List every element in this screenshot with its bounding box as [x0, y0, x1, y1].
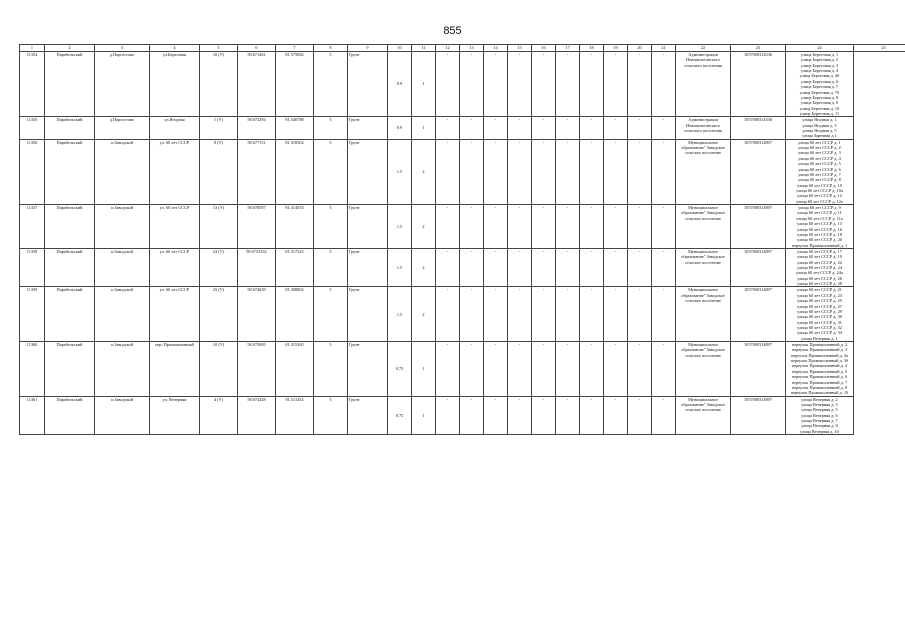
address-line: улица Ягодная д. 3: [802, 122, 837, 128]
locality-cell: д.Паргостово: [95, 52, 150, 117]
column-header: 24: [786, 45, 854, 52]
house-cell: 13 (У): [200, 205, 238, 249]
column-8-cell: 5: [314, 139, 348, 204]
address-line: переулок Промышленный д. 3а: [790, 352, 849, 358]
record-number-cell: 11361: [20, 396, 45, 435]
column-header: 9: [348, 45, 388, 52]
empty-value-cell: -: [604, 287, 628, 342]
address-line: улица Береговая д. 7: [800, 84, 839, 90]
page-number: 855: [443, 25, 462, 37]
house-cell: 24 (У): [200, 248, 238, 287]
column-header: 5: [200, 45, 238, 52]
table-row: [20, 205, 905, 249]
ogrn-cell: 1057000314897: [731, 139, 786, 204]
street-cell: ул. 60 лет СССР: [150, 248, 200, 287]
empty-value-cell: -: [484, 205, 508, 249]
column-11-cell: 0.9: [388, 52, 412, 117]
empty-value-cell: -: [484, 342, 508, 397]
address-line: переулок Промышленный д. 4: [791, 363, 848, 369]
house-cell: 8 (У): [200, 139, 238, 204]
empty-value-cell: -: [532, 205, 556, 249]
address-line: улица Береговая д. 6: [800, 78, 839, 84]
address-line: переулок Промышленный д. 8: [791, 384, 848, 390]
address-line: улица Заречная д.1: [802, 133, 837, 139]
table-row: [20, 248, 905, 287]
empty-value-cell: -: [652, 342, 676, 397]
address-line: улица 60 лет СССР д. 23: [797, 292, 842, 298]
empty-value-cell: -: [652, 396, 676, 435]
record-number-cell: 11360: [20, 342, 45, 397]
district-cell: Парабельский: [45, 139, 95, 204]
address-line: улица Ягодная д. 5: [802, 128, 837, 134]
empty-value-cell: -: [484, 287, 508, 342]
empty-value-cell: -: [460, 117, 484, 139]
address-line: переулок Промышленный д. 5: [791, 368, 848, 374]
column-11-cell: 1.5: [388, 205, 412, 249]
address-line: улица 60 лет СССР д. 12: [797, 193, 842, 199]
column-header: 6: [238, 45, 276, 52]
district-cell: Парабельский: [45, 205, 95, 249]
empty-value-cell: -: [532, 139, 556, 204]
table-row: [20, 52, 905, 117]
empty-value-cell: -: [436, 52, 460, 117]
address-line: улица 60 лет СССР д. 7: [798, 171, 841, 177]
address-line: улица Ягодная д. 1: [802, 117, 837, 123]
column-header: 16: [532, 45, 556, 52]
street-cell: пер. Промышленный: [150, 342, 200, 397]
empty-value-cell: -: [628, 52, 652, 117]
empty-value-cell: -: [652, 287, 676, 342]
empty-value-cell: -: [460, 287, 484, 342]
address-line: улица 60 лет СССР д. 18: [797, 231, 842, 237]
address-line: улица Береговая д. 11: [799, 110, 840, 116]
column-12-cell: 2: [412, 248, 436, 287]
empty-value-cell: -: [604, 139, 628, 204]
address-line: улица Вечерняя д. 10: [800, 428, 839, 434]
district-cell: Парабельский: [45, 396, 95, 435]
empty-value-cell: -: [436, 287, 460, 342]
street-cell: ул. 60 лет СССР: [150, 205, 200, 249]
empty-value-cell: -: [556, 52, 580, 117]
empty-value-cell: -: [628, 117, 652, 139]
column-8-cell: 5: [314, 52, 348, 117]
addresses-cell: [786, 139, 854, 204]
empty-value-cell: -: [604, 205, 628, 249]
empty-value-cell: -: [556, 396, 580, 435]
column-header: 4: [150, 45, 200, 52]
address-line: улица 60 лет СССР д. 19: [797, 254, 842, 260]
surface-cell: Грунт: [348, 139, 388, 204]
column-header: 15: [508, 45, 532, 52]
empty-value-cell: -: [436, 396, 460, 435]
locality-cell: п.Заводской: [95, 139, 150, 204]
district-cell: Парабельский: [45, 248, 95, 287]
latitude-cell: 58.673294: [238, 117, 276, 139]
address-line: улица Береговая д. 10: [799, 105, 840, 111]
street-cell: ул. 60 лет СССР: [150, 287, 200, 342]
empty-value-cell: -: [484, 396, 508, 435]
empty-value-cell: -: [508, 396, 532, 435]
address-line: улица 60 лет СССР д. 8: [798, 177, 841, 183]
address-line: улица 60 лет СССР д. 16: [797, 226, 842, 232]
address-line: улица 60 лет СССР д. 1: [798, 139, 841, 145]
district-cell: Парабельский: [45, 342, 95, 397]
empty-value-cell: -: [436, 342, 460, 397]
record-number-cell: 11354: [20, 52, 45, 117]
empty-value-cell: -: [628, 342, 652, 397]
registry-table: [19, 44, 905, 435]
locality-cell: п.Заводской: [95, 287, 150, 342]
column-header: 8: [314, 45, 348, 52]
address-line: улица 60 лет СССР д. 6: [798, 166, 841, 172]
empty-value-cell: -: [628, 248, 652, 287]
longitude-cell: 81.575082: [276, 52, 314, 117]
column-8-cell: 5: [314, 342, 348, 397]
address-line: улица Береговая д. 1: [800, 52, 839, 57]
address-line: улица 60 лет СССР д. 13: [797, 221, 842, 227]
empty-value-cell: -: [532, 248, 556, 287]
empty-value-cell: -: [604, 117, 628, 139]
empty-value-cell: -: [484, 248, 508, 287]
address-line: улица 60 лет СССР д. 3: [798, 150, 841, 156]
address-line: улица 60 лет СССР д. 21: [797, 287, 842, 293]
locality-cell: п.Заводской: [95, 205, 150, 249]
address-line: улица 60 лет СССР д. 17: [797, 248, 842, 254]
surface-cell: Грунт: [348, 248, 388, 287]
longitude-cell: 81.308802: [276, 287, 314, 342]
table-row: [20, 139, 905, 204]
column-8-cell: 5: [314, 205, 348, 249]
address-line: улица 60 лет СССР д. 9: [798, 205, 841, 211]
column-12-cell: 1: [412, 342, 436, 397]
empty-value-cell: -: [652, 117, 676, 139]
addresses-cell: [786, 396, 854, 435]
table-body: [20, 52, 905, 435]
address-line: улица 60 лет СССР д. 5: [798, 161, 841, 167]
address-line: улица Вечерняя д. 8: [801, 423, 838, 429]
addresses-cell: [786, 248, 854, 287]
empty-value-cell: -: [460, 139, 484, 204]
column-11-cell: 1.5: [388, 139, 412, 204]
latitude-cell: 58.677151: [238, 139, 276, 204]
address-line: улица 60 лет СССР д. 10: [797, 182, 842, 188]
column-header: 20: [628, 45, 652, 52]
address-line: переулок Промышленный д. 7: [791, 379, 848, 385]
address-line: улица 60 лет СССР д. 11а: [796, 215, 843, 221]
column-header: 2: [45, 45, 95, 52]
owner-cell: Муниципальное образование" Заводское сельское поселение: [676, 139, 731, 204]
address-line: улица 60 лет СССР д. 12а: [796, 198, 843, 204]
header-row: [20, 45, 905, 52]
address-line: улица 60 лет СССР д. 20: [797, 237, 842, 243]
record-number-cell: 11356: [20, 139, 45, 204]
column-12-cell: 1: [412, 52, 436, 117]
empty-value-cell: -: [460, 205, 484, 249]
empty-value-cell: -: [460, 396, 484, 435]
empty-value-cell: -: [556, 205, 580, 249]
surface-cell: Грунт: [348, 205, 388, 249]
address-line: улица Береговая д. 3: [800, 62, 839, 68]
locality-cell: п.Заводской: [95, 342, 150, 397]
address-line: переулок Промышленный д. 10: [790, 390, 849, 396]
locality-cell: д.Паргостово: [95, 117, 150, 139]
empty-value-cell: -: [532, 287, 556, 342]
ogrn-cell: 1057000314897: [731, 396, 786, 435]
record-number-cell: 11355: [20, 117, 45, 139]
record-number-cell: 11359: [20, 287, 45, 342]
locality-cell: п.Заводской: [95, 248, 150, 287]
address-line: переулок Промышленный д. 2: [791, 342, 848, 348]
empty-value-cell: -: [652, 139, 676, 204]
empty-value-cell: -: [628, 205, 652, 249]
empty-value-cell: -: [556, 342, 580, 397]
owner-cell: Муниципальное образование" Заводское сельское поселение: [676, 248, 731, 287]
address-line: улица Береговая д. 4б: [799, 73, 840, 79]
column-12-cell: 2: [412, 287, 436, 342]
address-line: улица Береговая д. 8: [800, 94, 839, 100]
empty-value-cell: -: [484, 52, 508, 117]
address-line: улица Вечерняя д. 5: [801, 407, 838, 413]
district-cell: Парабельский: [45, 287, 95, 342]
empty-value-cell: -: [652, 52, 676, 117]
longitude-cell: 81.317525: [276, 248, 314, 287]
ogrn-cell: 1057000314897: [731, 287, 786, 342]
column-8-cell: 5: [314, 396, 348, 435]
empty-value-cell: -: [556, 117, 580, 139]
address-line: улица Вечерняя д. 7: [801, 418, 838, 424]
surface-cell: Грунт: [348, 52, 388, 117]
latitude-cell: 58.674428: [238, 396, 276, 435]
surface-cell: Грунт: [348, 396, 388, 435]
table-row: [20, 342, 905, 397]
record-number-cell: 11358: [20, 248, 45, 287]
address-line: улица Береговая д. 9: [800, 100, 839, 106]
ogrn-cell: 1057000314897: [731, 248, 786, 287]
column-header: 19: [604, 45, 628, 52]
latitude-cell: 58.674639: [238, 287, 276, 342]
address-line: улица 60 лет СССР д. 30: [797, 314, 842, 320]
column-11-cell: 0.75: [388, 342, 412, 397]
column-12-cell: 1: [412, 396, 436, 435]
street-cell: ул. Вечерняя: [150, 396, 200, 435]
column-header: 13: [460, 45, 484, 52]
column-header: 7: [276, 45, 314, 52]
empty-value-cell: -: [580, 396, 604, 435]
empty-value-cell: -: [436, 248, 460, 287]
empty-value-cell: -: [460, 342, 484, 397]
addresses-cell: [786, 205, 854, 249]
address-line: переулок Промышленный д. 3б: [790, 358, 849, 364]
empty-value-cell: -: [532, 117, 556, 139]
column-header: 23: [731, 45, 786, 52]
empty-value-cell: -: [580, 287, 604, 342]
address-line: улица 60 лет СССР д. 26: [797, 275, 842, 281]
empty-value-cell: -: [436, 205, 460, 249]
empty-value-cell: -: [508, 205, 532, 249]
address-line: улица Вечерняя д. 2: [801, 396, 838, 402]
address-line: улица 60 лет СССР д. 34: [797, 330, 842, 336]
empty-value-cell: -: [484, 117, 508, 139]
column-8-cell: 5: [314, 287, 348, 342]
empty-value-cell: -: [604, 52, 628, 117]
column-header: 21: [652, 45, 676, 52]
address-line: улица Береговая д. 2: [800, 57, 839, 63]
empty-value-cell: -: [628, 287, 652, 342]
empty-value-cell: -: [532, 52, 556, 117]
addresses-cell: [786, 52, 854, 117]
surface-cell: Грунт: [348, 117, 388, 139]
address-line: улица 60 лет СССР д. 28: [797, 281, 842, 287]
address-line: улица 60 лет СССР д. 11: [797, 210, 842, 216]
house-cell: 25 (У): [200, 287, 238, 342]
column-header: 12: [436, 45, 460, 52]
empty-value-cell: -: [556, 248, 580, 287]
street-cell: ул.Береговая: [150, 52, 200, 117]
column-8-cell: 5: [314, 248, 348, 287]
street-cell: ул. 60 лет СССР: [150, 139, 200, 204]
latitude-cell: 58.678587: [238, 205, 276, 249]
column-header: 14: [484, 45, 508, 52]
ogrn-cell: 1057000314897: [731, 342, 786, 397]
surface-cell: Грунт: [348, 342, 388, 397]
ogrn-cell: 1057000314336: [731, 52, 786, 117]
owner-cell: Муниципальное образование" Заводское сельское поселение: [676, 342, 731, 397]
addresses-cell: [786, 117, 854, 139]
empty-value-cell: -: [436, 117, 460, 139]
address-line: переулок Промышленный д. 1: [791, 242, 848, 248]
address-line: улица Береговая д. 7б: [799, 89, 840, 95]
address-line: улица Вечерняя д. 6: [801, 412, 838, 418]
address-line: улица 60 лет СССР д. 27: [797, 303, 842, 309]
empty-value-cell: -: [604, 396, 628, 435]
empty-value-cell: -: [484, 139, 508, 204]
column-header: 17: [556, 45, 580, 52]
column-11-cell: 1.5: [388, 287, 412, 342]
house-cell: 10 (У): [200, 342, 238, 397]
empty-value-cell: -: [532, 342, 556, 397]
empty-value-cell: -: [652, 248, 676, 287]
surface-cell: Грунт: [348, 287, 388, 342]
owner-cell: Муниципальное образование" Заводское сельское поселение: [676, 287, 731, 342]
empty-value-cell: -: [604, 248, 628, 287]
column-12-cell: 1: [412, 117, 436, 139]
house-cell: 1 (У): [200, 117, 238, 139]
column-11-cell: 0.9: [388, 117, 412, 139]
column-header: 18: [580, 45, 604, 52]
address-line: улица 60 лет СССР д. 22: [797, 259, 842, 265]
empty-value-cell: -: [508, 52, 532, 117]
address-line: улица 60 лет СССР д. 25: [797, 298, 842, 304]
longitude-cell: 81.315365: [276, 342, 314, 397]
empty-value-cell: -: [580, 52, 604, 117]
empty-value-cell: -: [628, 396, 652, 435]
house-cell: 4 (У): [200, 396, 238, 435]
longitude-cell: 81.314033: [276, 205, 314, 249]
owner-cell: Администрация Нововасюганского сельского поселения: [676, 117, 731, 139]
empty-value-cell: -: [604, 342, 628, 397]
column-header: 3: [95, 45, 150, 52]
owner-cell: Администрация Нововасюганского сельского поселения: [676, 52, 731, 117]
ogrn-cell: 1057000314897: [731, 205, 786, 249]
address-line: переулок Промышленный д. 3: [791, 347, 848, 353]
column-header: 11: [412, 45, 436, 52]
empty-value-cell: -: [508, 248, 532, 287]
latitude-cell: 58.675085: [238, 342, 276, 397]
latitude-cell: 58.671461: [238, 52, 276, 117]
address-line: улица 60 лет СССР д. 4: [798, 155, 841, 161]
column-header: 22: [676, 45, 731, 52]
empty-value-cell: -: [436, 139, 460, 204]
address-line: переулок Промышленный д. 6: [791, 374, 848, 380]
district-cell: Парабельский: [45, 117, 95, 139]
empty-value-cell: -: [580, 117, 604, 139]
empty-value-cell: -: [508, 117, 532, 139]
empty-value-cell: -: [460, 248, 484, 287]
address-line: улица Вечерняя д. 1: [801, 335, 838, 341]
address-line: улица 60 лет СССР д. 29: [797, 308, 842, 314]
district-cell: Парабельский: [45, 52, 95, 117]
longitude-cell: 81.318302: [276, 139, 314, 204]
empty-value-cell: -: [580, 139, 604, 204]
empty-value-cell: -: [532, 396, 556, 435]
column-12-cell: 2: [412, 139, 436, 204]
empty-value-cell: -: [508, 342, 532, 397]
ogrn-cell: 1057000314336: [731, 117, 786, 139]
address-line: улица Береговая д. 4: [800, 68, 839, 74]
empty-value-cell: -: [508, 287, 532, 342]
column-8-cell: 5: [314, 117, 348, 139]
address-line: улица 60 лет СССР д. 32: [797, 324, 842, 330]
empty-value-cell: -: [556, 287, 580, 342]
address-line: улица 60 лет СССР д. 10а: [796, 187, 843, 193]
empty-value-cell: -: [580, 205, 604, 249]
address-line: улица 60 лет СССР д. 2: [798, 145, 841, 151]
empty-value-cell: -: [580, 342, 604, 397]
empty-value-cell: -: [508, 139, 532, 204]
empty-value-cell: -: [460, 52, 484, 117]
table-row: [20, 396, 905, 435]
house-cell: 10 (У): [200, 52, 238, 117]
column-11-cell: 1.5: [388, 248, 412, 287]
empty-value-cell: -: [556, 139, 580, 204]
record-number-cell: 11357: [20, 205, 45, 249]
addresses-cell: [786, 287, 854, 342]
address-line: улица 60 лет СССР д. 24а: [796, 270, 843, 276]
empty-value-cell: -: [628, 139, 652, 204]
table-row: [20, 287, 905, 342]
column-header: 1: [20, 45, 45, 52]
addresses-cell: [786, 342, 854, 397]
empty-value-cell: -: [652, 205, 676, 249]
latitude-cell: 58.6753332: [238, 248, 276, 287]
owner-cell: Муниципальное образование" Заводское сельское поселение: [676, 205, 731, 249]
column-header: 10: [388, 45, 412, 52]
address-line: улица 60 лет СССР д. 24: [797, 265, 842, 271]
table-row: [20, 117, 905, 139]
empty-value-cell: -: [580, 248, 604, 287]
longitude-cell: 81.540788: [276, 117, 314, 139]
longitude-cell: 81.311454: [276, 396, 314, 435]
column-header: 25: [854, 45, 905, 52]
owner-cell: Муниципальное образование" Заводское сельское поселение: [676, 396, 731, 435]
address-line: улица 60 лет СССР д. 31: [797, 319, 842, 325]
locality-cell: п.Заводской: [95, 396, 150, 435]
address-line: улица Вечерняя д. 3: [801, 402, 838, 407]
column-11-cell: 0.75: [388, 396, 412, 435]
column-12-cell: 2: [412, 205, 436, 249]
street-cell: ул.Ягодная: [150, 117, 200, 139]
